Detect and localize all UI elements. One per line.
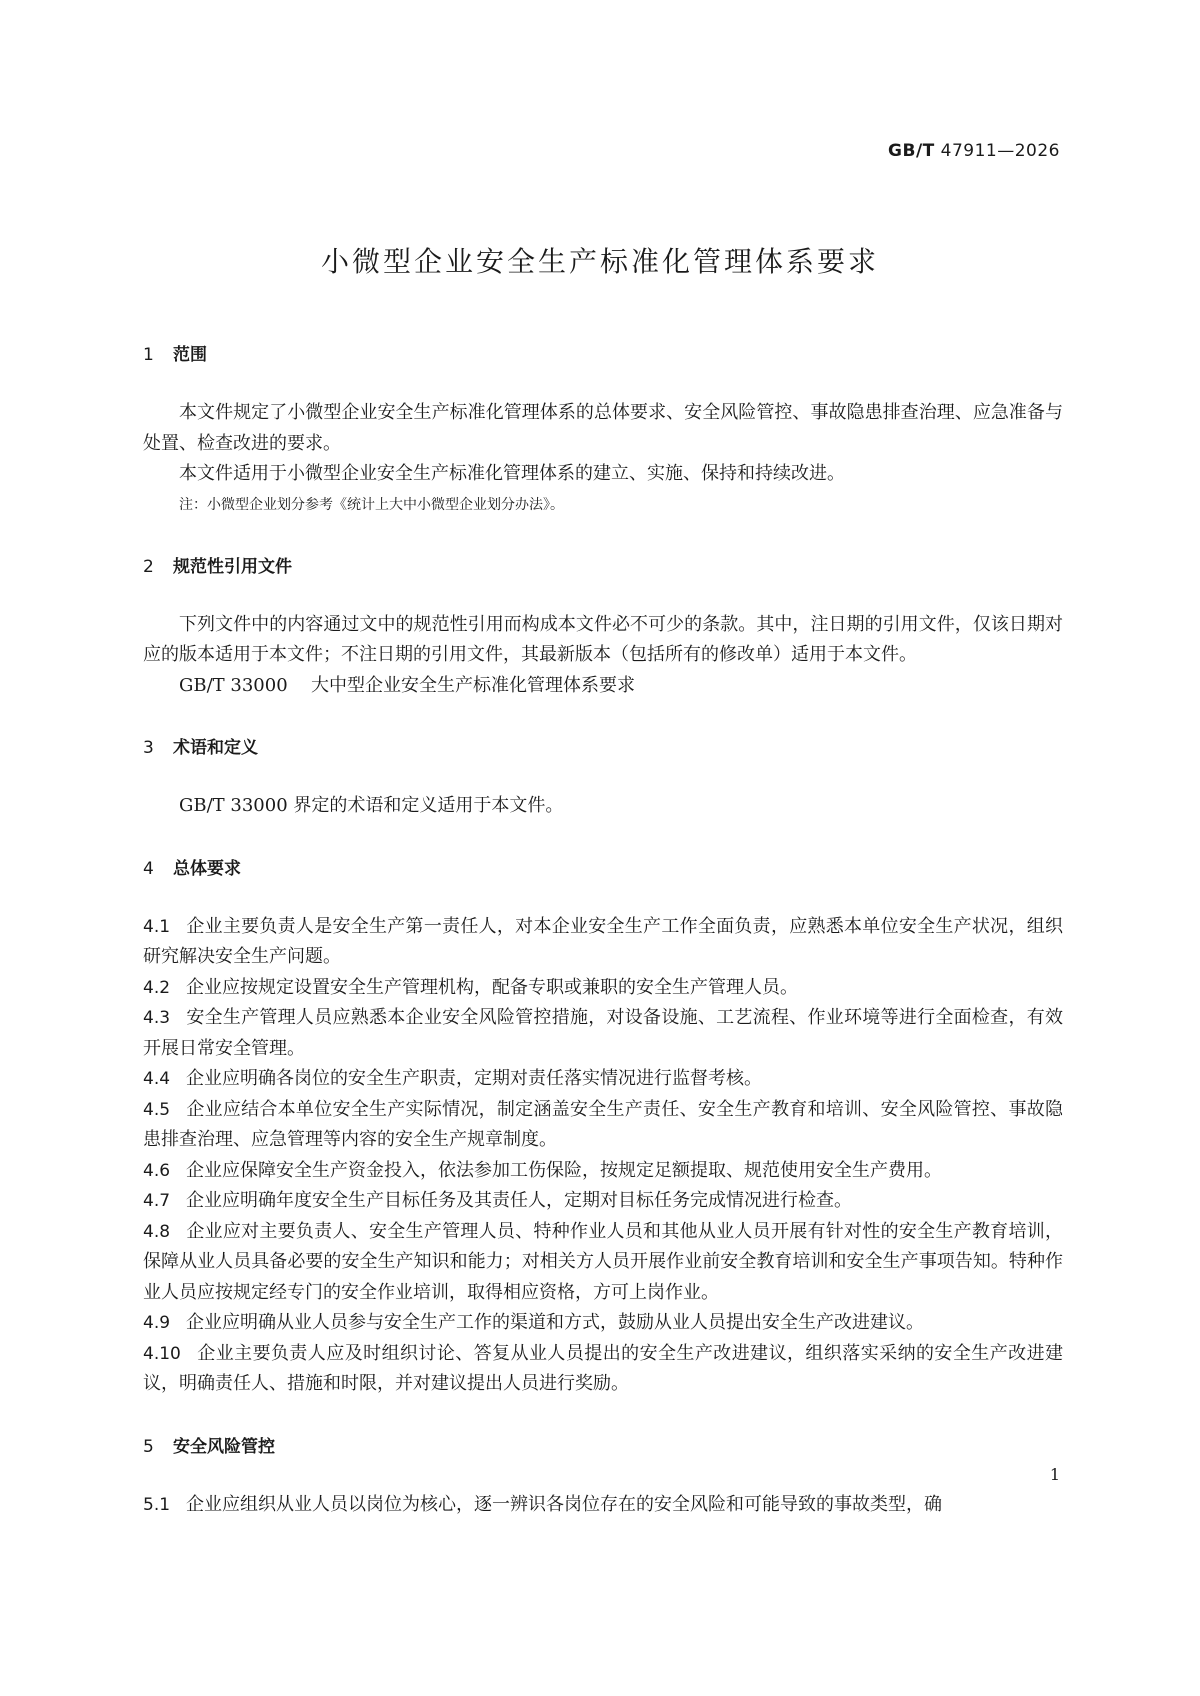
clause-text: 企业主要负责人应及时组织讨论、答复从业人员提出的安全生产改进建议，组织落实采纳的安全生产改进建议，明确责任人、措施和时限，并对建议提出人员进行奖励。	[143, 1342, 1063, 1394]
section-scope	[143, 340, 1063, 520]
clause-text: 企业应结合本单位安全生产实际情况，制定涵盖安全生产责任、安全生产教育和培训、安全风险管控、事故隐患排查治理、应急管理等内容的安全生产规章制度。	[143, 1098, 1063, 1150]
section-number: 5	[143, 1436, 154, 1457]
reference-code: GB/T 33000	[179, 674, 288, 696]
paragraph: 下列文件中的内容通过文中的规范性引用而构成本文件必不可少的条款。其中，注日期的引用文件，仅该日期对应的版本适用于本文件；不注日期的引用文件，其最新版本（包括所有的修改单）适用于本文件。	[143, 613, 1063, 665]
clause	[143, 1003, 1063, 1064]
clause-number: 4.5	[143, 1099, 171, 1120]
section-title: 规范性引用文件	[173, 556, 292, 577]
note: 注：小微型企业划分参考《统计上大中小微型企业划分办法》。	[179, 496, 564, 513]
clause-number: 5.1	[143, 1494, 171, 1515]
clause-number: 4.10	[143, 1343, 181, 1364]
clause-number: 4.9	[143, 1313, 171, 1333]
reference-name: 大中型企业安全生产标准化管理体系要求	[311, 674, 635, 696]
section-title: 范围	[173, 345, 207, 365]
clause	[143, 1217, 1063, 1309]
clause-number: 4.2	[143, 977, 171, 998]
section-heading	[143, 733, 1063, 763]
clause-text: 企业主要负责人是安全生产第一责任人，对本企业安全生产工作全面负责，应熟悉本单位安全生产状况，组织研究解决安全生产问题。	[143, 915, 1063, 967]
clause-text: 企业应明确各岗位的安全生产职责，定期对责任落实情况进行监督考核。	[186, 1068, 763, 1089]
section-terms	[143, 733, 1063, 822]
clause-number: 4.4	[143, 1069, 171, 1089]
clause-text: 企业应明确从业人员参与安全生产工作的渠道和方式，鼓励从业人员提出安全生产改进建议。	[186, 1312, 925, 1333]
clause	[143, 1490, 1063, 1521]
clause-text: 企业应对主要负责人、安全生产管理人员、特种作业人员和其他从业人员开展有针对性的安全生产教育培训，保障从业人员具备必要的安全生产知识和能力；对相关方人员开展作业前安全教育培训和安全生产事项告知。特种作业人员应按规定经专门的安全作业培训，取得相应资格，方可上岗作业。	[143, 1220, 1063, 1303]
section-heading	[143, 1432, 1063, 1462]
document-title: 小微型企业安全生产标准化管理体系要求	[320, 245, 879, 278]
clause-text: 企业应组织从业人员以岗位为核心，逐一辨识各岗位存在的安全风险和可能导致的事故类型，确	[186, 1493, 943, 1515]
section-title: 总体要求	[173, 858, 241, 879]
standard-code	[888, 141, 1060, 161]
reference-entry	[143, 671, 1063, 702]
clause	[143, 973, 1063, 1004]
clause-number: 4.7	[143, 1191, 171, 1211]
section-general-requirements	[143, 854, 1063, 1400]
clause-text: 企业应明确年度安全生产目标任务及其责任人，定期对目标任务完成情况进行检查。	[186, 1190, 853, 1211]
clause-number: 4.3	[143, 1008, 171, 1028]
clause-number: 4.8	[143, 1221, 171, 1242]
paragraph: GB/T 33000 界定的术语和定义适用于本文件。	[179, 795, 564, 816]
clause-text: 企业应保障安全生产资金投入，依法参加工伤保险，按规定足额提取、规范使用安全生产费用。	[186, 1159, 943, 1181]
section-risk-control	[143, 1432, 1063, 1521]
standard-number: 47911—2026	[940, 141, 1060, 161]
section-normative-references	[143, 552, 1063, 702]
clause	[143, 1156, 1063, 1187]
section-number: 2	[143, 556, 154, 577]
document-body	[143, 340, 1063, 1520]
clause-text: 安全生产管理人员应熟悉本企业安全风险管控措施，对设备设施、工艺流程、作业环境等进行全面检查，有效开展日常安全管理。	[143, 1007, 1063, 1059]
section-title: 术语和定义	[173, 738, 258, 758]
clause-number: 4.1	[143, 916, 171, 937]
clause-text: 企业应按规定设置安全生产管理机构，配备专职或兼职的安全生产管理人员。	[186, 976, 799, 998]
clause-number: 4.6	[143, 1160, 171, 1181]
paragraph: 本文件适用于小微型企业安全生产标准化管理体系的建立、实施、保持和持续改进。	[179, 463, 845, 484]
clause	[143, 1095, 1063, 1156]
clause	[143, 1186, 1063, 1217]
section-number: 3	[143, 738, 154, 758]
clause	[143, 912, 1063, 973]
clause	[143, 1339, 1063, 1400]
standard-prefix: GB/T	[888, 141, 935, 161]
section-heading	[143, 552, 1063, 582]
section-title: 安全风险管控	[173, 1436, 275, 1457]
clause	[143, 1064, 1063, 1095]
clause	[143, 1308, 1063, 1339]
paragraph: 本文件规定了小微型企业安全生产标准化管理体系的总体要求、安全风险管控、事故隐患排查治理、应急准备与处置、检查改进的要求。	[143, 402, 1063, 454]
section-heading	[143, 340, 1063, 370]
page-number: 1	[1049, 1465, 1060, 1484]
section-heading	[143, 854, 1063, 884]
section-number: 1	[143, 345, 154, 365]
section-number: 4	[143, 858, 154, 879]
